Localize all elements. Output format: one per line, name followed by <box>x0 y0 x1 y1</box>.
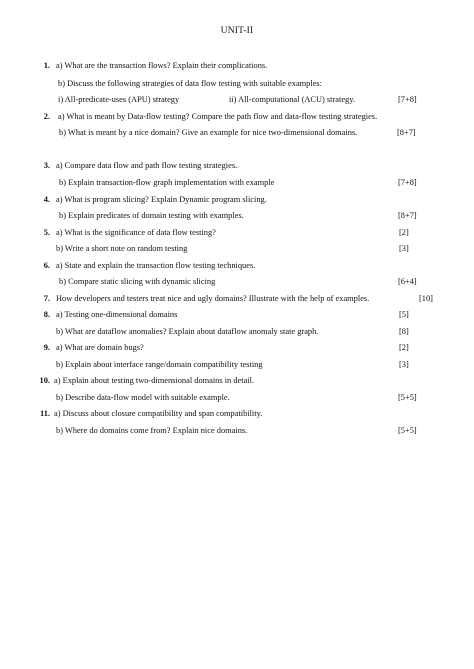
question-text: a) Explain about testing two-dimensional domains in detail. <box>54 376 255 385</box>
question-text: b) Explain predicates of domain testing with examples. <box>59 211 244 220</box>
question-4-line-1 <box>0 193 474 207</box>
question-text: i) All-predicate-uses (APU) strategy <box>58 95 180 104</box>
question-5-line-2 <box>0 242 474 256</box>
question-6-line-2 <box>0 275 474 289</box>
question-3-line-1 <box>0 159 474 173</box>
question-11-line-1 <box>0 407 474 421</box>
question-text: a) Testing one-dimensional domains <box>56 310 178 319</box>
question-marks: [5] <box>399 310 409 319</box>
question-10-line-2 <box>0 391 474 405</box>
question-number: 10. <box>39 376 50 385</box>
question-marks: [8] <box>399 327 409 336</box>
page-title: UNIT-II <box>220 26 254 36</box>
question-2-line-1 <box>0 110 474 124</box>
question-marks: [5+5] <box>398 426 417 435</box>
question-text: a) Discuss about closure compatibility and span compatibility. <box>54 409 263 418</box>
question-1-line-3 <box>0 93 474 107</box>
question-marks: [7+8] <box>398 178 417 187</box>
question-number: 9. <box>43 343 50 352</box>
question-number: 7. <box>43 294 50 303</box>
question-text: a) State and explain the transaction flow testing techniques. <box>56 261 256 270</box>
question-marks: [5+5] <box>398 393 417 402</box>
question-text: a) What is program slicing? Explain Dynamic program slicing. <box>56 195 267 204</box>
question-text: b) Discuss the following strategies of data flow testing with suitable examples: <box>58 79 322 88</box>
question-4-line-2 <box>0 209 474 223</box>
question-marks: [3] <box>399 244 409 253</box>
question-text: a) What are the transaction flows? Explain their complications. <box>56 61 268 70</box>
question-1-line-2 <box>0 77 474 91</box>
question-text: a) What is the significance of data flow testing? <box>56 228 216 237</box>
question-1-line-1 <box>0 59 474 73</box>
question-marks: [7+8] <box>398 95 417 104</box>
question-text: b) Explain transaction-flow graph implementation with example <box>59 178 275 187</box>
question-text: b) Explain about interface range/domain compatibility testing <box>56 360 263 369</box>
question-number: 2. <box>43 112 50 121</box>
question-text: a) What are domain bugs? <box>56 343 144 352</box>
question-text: b) Write a short note on random testing <box>56 244 188 253</box>
question-text: How developers and testers treat nice and ugly domains? Illustrate with the help of examples. <box>56 294 370 303</box>
question-text: b) Compare static slicing with dynamic slicing <box>59 277 216 286</box>
question-marks: [8+7] <box>398 211 417 220</box>
question-text: b) Describe data-flow model with suitable example. <box>56 393 230 402</box>
question-number: 11. <box>39 409 50 418</box>
question-number: 3. <box>43 161 50 170</box>
question-marks: [6+4] <box>398 277 417 286</box>
question-2-line-2 <box>0 126 474 140</box>
question-text: b) What is meant by a nice domain? Give an example for nice two-dimensional domains. <box>59 128 358 137</box>
question-text: b) Where do domains come from? Explain nice domains. <box>56 426 248 435</box>
question-number: 1. <box>43 61 50 70</box>
question-marks: [10] <box>419 294 433 303</box>
question-text-secondary: ii) All-computational (ACU) strategy. <box>229 95 355 104</box>
question-number: 4. <box>43 195 50 204</box>
question-11-line-2 <box>0 424 474 438</box>
question-9-line-1 <box>0 341 474 355</box>
question-number: 8. <box>43 310 50 319</box>
question-marks: [2] <box>399 228 409 237</box>
question-text: a) Compare data flow and path flow testing strategies. <box>56 161 238 170</box>
question-10-line-1 <box>0 374 474 388</box>
question-7-line-1 <box>0 292 474 306</box>
question-3-line-2 <box>0 176 474 190</box>
question-number: 5. <box>43 228 50 237</box>
question-marks: [2] <box>399 343 409 352</box>
question-text: a) What is meant by Data-flow testing? Compare the path flow and data-flow testing strategies. <box>58 112 378 121</box>
question-marks: [3] <box>399 360 409 369</box>
question-6-line-1 <box>0 259 474 273</box>
question-text: b) What are dataflow anomalies? Explain about dataflow anomaly state graph. <box>56 327 319 336</box>
question-5-line-1 <box>0 226 474 240</box>
question-9-line-2 <box>0 358 474 372</box>
question-number: 6. <box>43 261 50 270</box>
question-8-line-2 <box>0 325 474 339</box>
question-marks: [8+7] <box>397 128 416 137</box>
question-8-line-1 <box>0 308 474 322</box>
